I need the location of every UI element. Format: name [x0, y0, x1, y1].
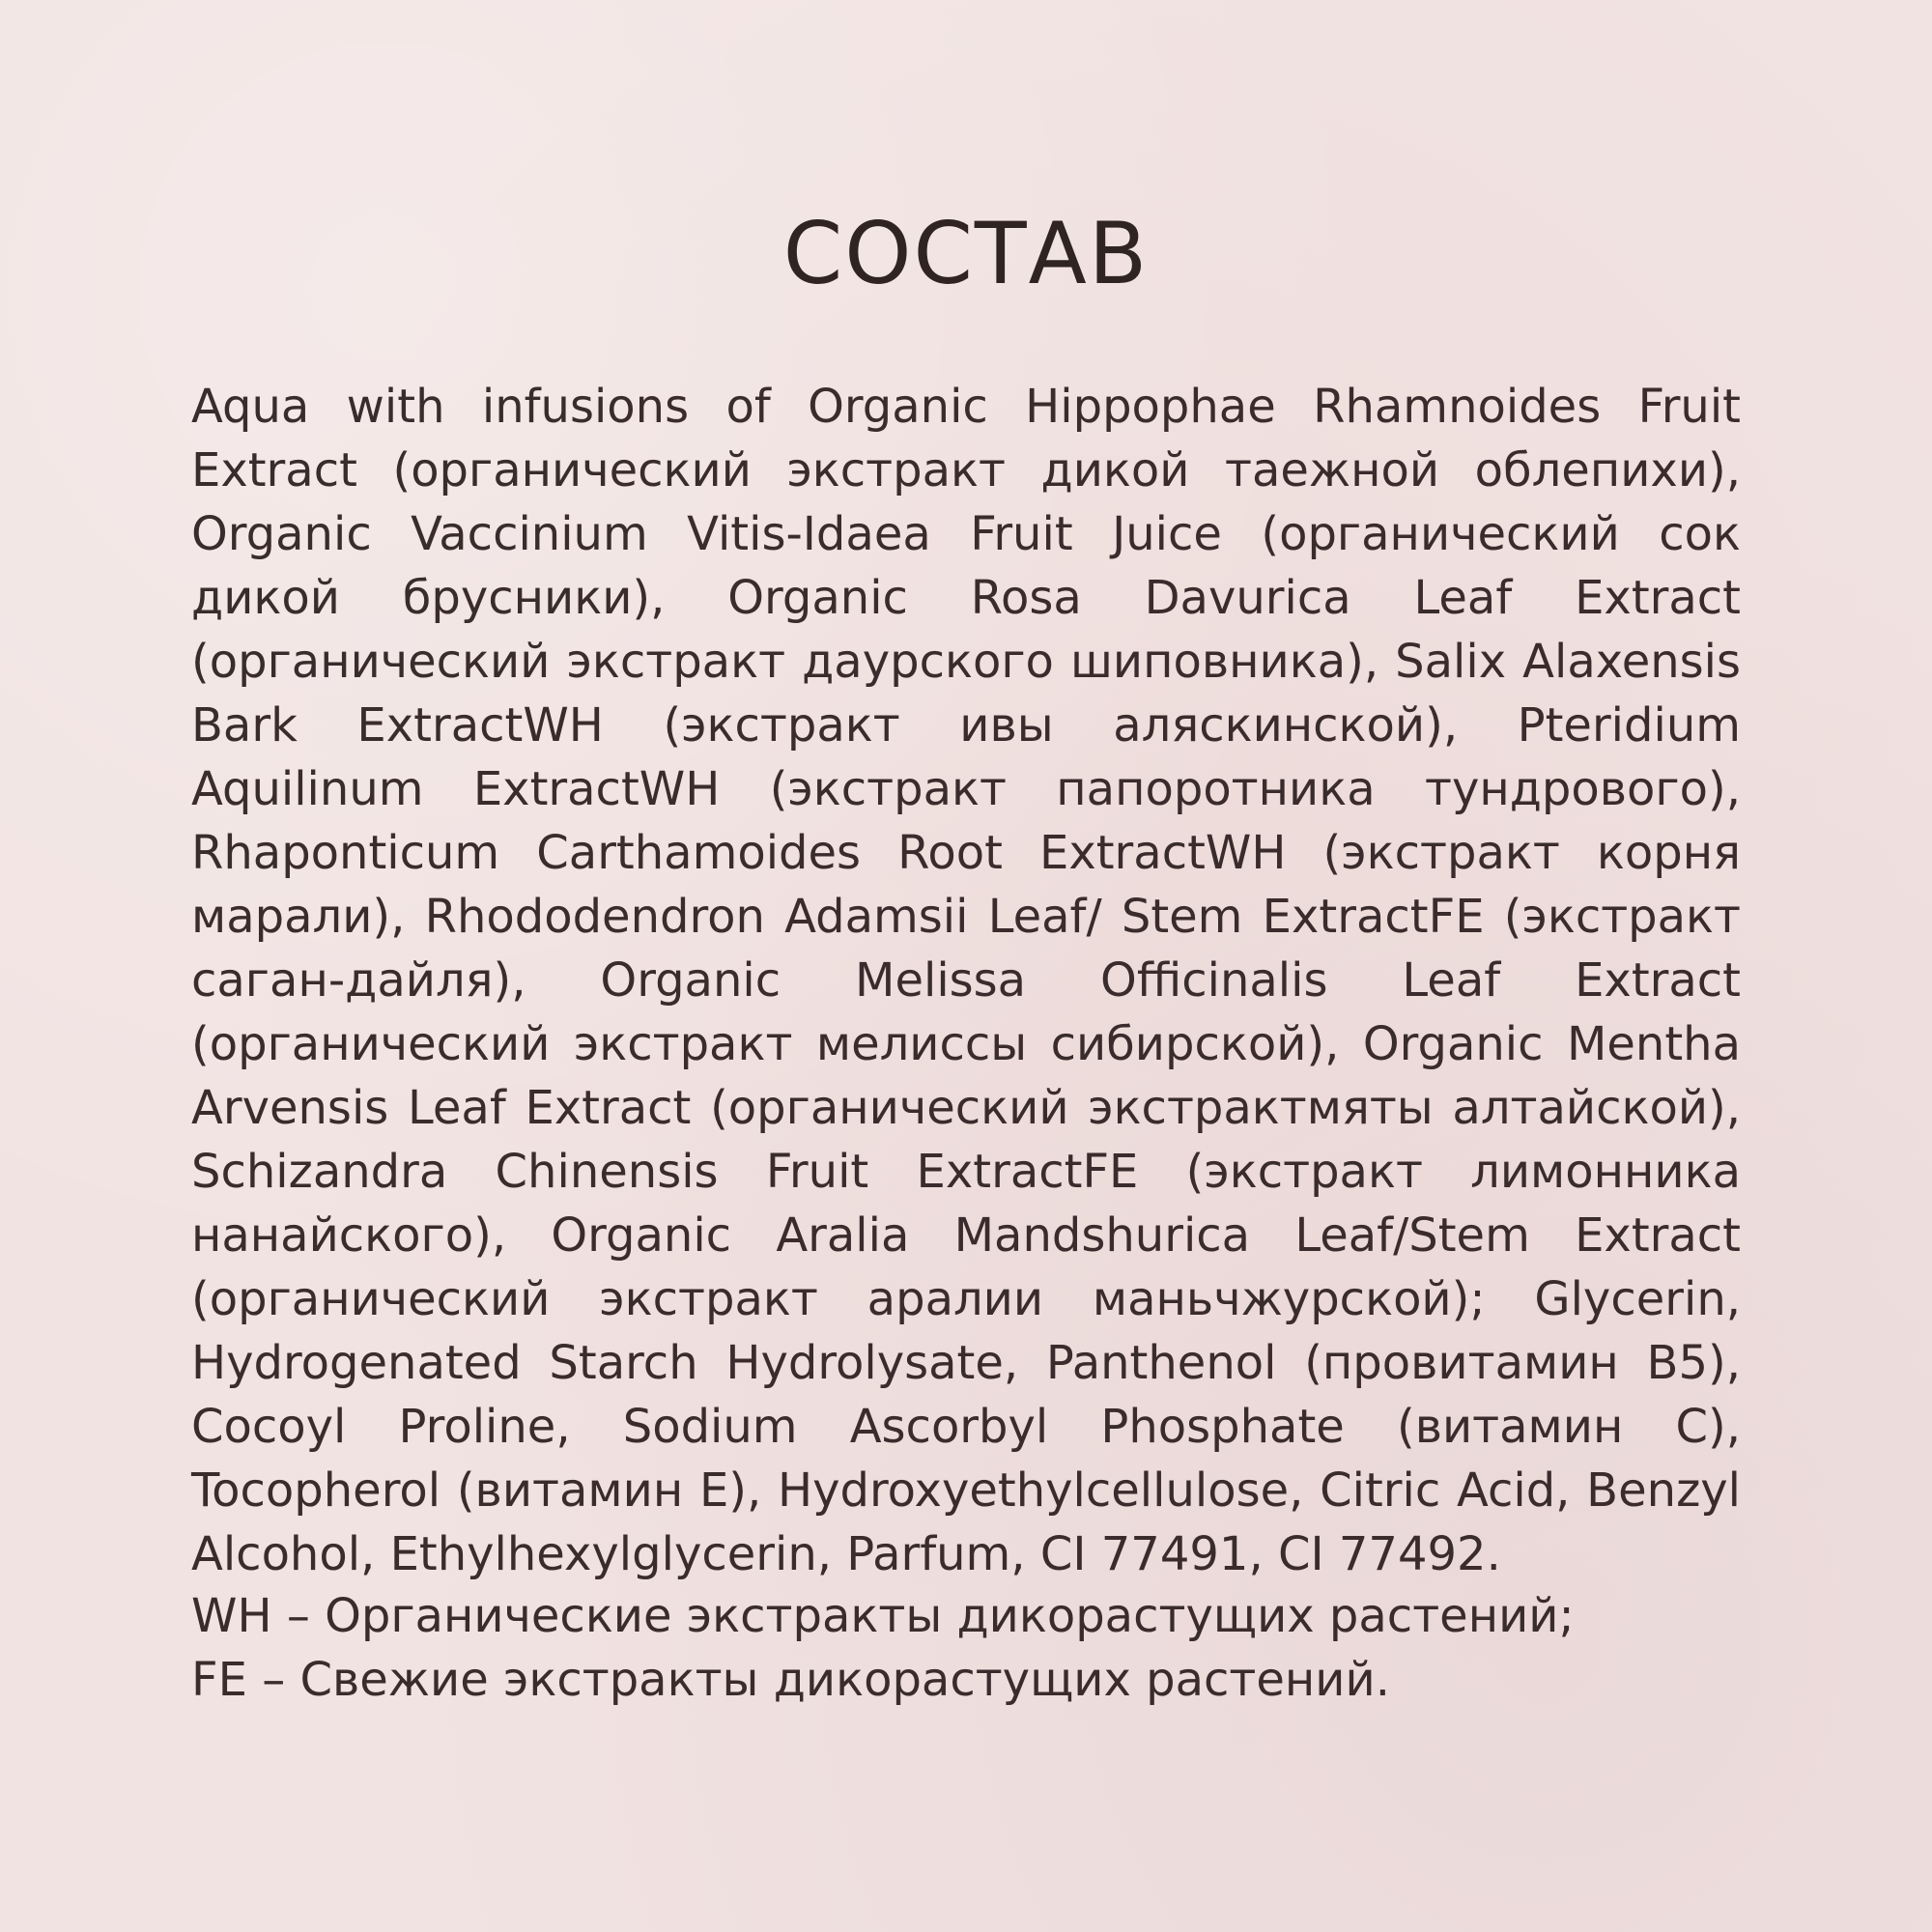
footnote-wh: WH – Органические экстракты дикорастущих растений;	[191, 1589, 1575, 1643]
footnote-fe: FE – Свежие экстракты дикорастущих растений.	[191, 1653, 1390, 1707]
ingredients-text: Aqua with infusions of Organic Hippophae Rhamnoides Fruit Extract (органический экстракт дикой таежной облепихи), Organic Vaccinium Vitis-Idaea Fruit Juice (органический сок дикой брусники), Organic Rosa Davurica Leaf Extract (органический экстракт даурского шиповника), Salix Alaxensis Bark ExtractWH (экстракт ивы аляскинской), Pteridium Aquilinum ExtractWH (экстракт папоротника тундрового), Rhaponticum Carthamoides Root ExtractWH (экстракт корня марали), Rhododendron Adamsii Leaf/ Stem ExtractFE (экстракт саган-дайля), Organic Melissa Officinalis Leaf Extract (органический экстракт мелиссы сибирской), Organic Mentha Arvensis Leaf Extract (органический экстрактмяты алтайской), Schizandra Chinensis Fruit ExtractFE (экстракт лимонника нанайского), Organic Aralia Mandshurica Leaf/Stem Extract (органический экстракт аралии маньчжурской); Glycerin, Hydrogenated Starch Hydrolysate, Panthenol (провитамин B5), Cocoyl Proline, Sodium Ascorbyl Phosphate (витамин C), Tocopherol (витамин E), Hydroxyethylcellulose, Citric Acid, Benzyl Alcohol, Ethylhexylglycerin, Parfum, CI 77491, CI 77492.	[191, 380, 1741, 1581]
page-title: СОСТАВ	[782, 203, 1150, 303]
footnotes	[191, 1584, 1741, 1712]
